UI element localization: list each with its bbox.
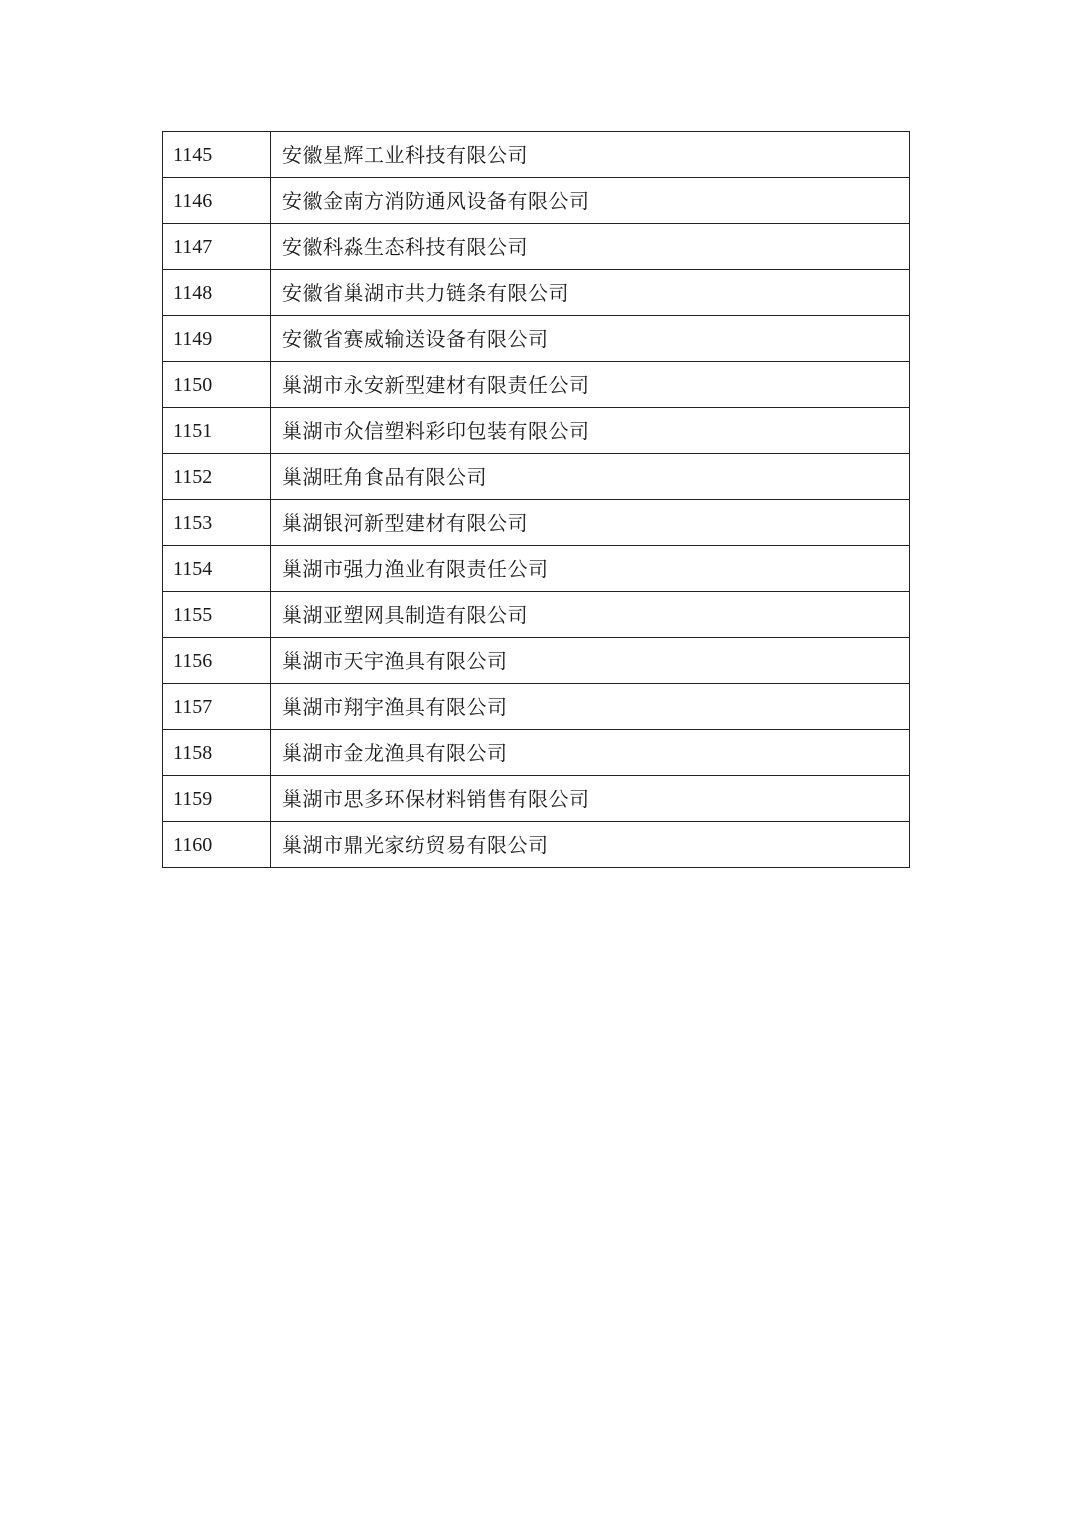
row-number: 1145 (163, 132, 271, 178)
table-row (163, 224, 910, 270)
row-number: 1147 (163, 224, 271, 270)
row-number: 1151 (163, 408, 271, 454)
table-row (163, 132, 910, 178)
row-number: 1152 (163, 454, 271, 500)
company-name: 巢湖旺角食品有限公司 (271, 454, 910, 500)
company-name: 安徽省巢湖市共力链条有限公司 (271, 270, 910, 316)
company-name: 巢湖亚塑网具制造有限公司 (271, 592, 910, 638)
table-row (163, 684, 910, 730)
table-row (163, 316, 910, 362)
table-row (163, 546, 910, 592)
company-name: 安徽省赛威输送设备有限公司 (271, 316, 910, 362)
company-name: 巢湖市强力渔业有限责任公司 (271, 546, 910, 592)
company-name: 巢湖市金龙渔具有限公司 (271, 730, 910, 776)
row-number: 1154 (163, 546, 271, 592)
company-name: 巢湖市思多环保材料销售有限公司 (271, 776, 910, 822)
row-number: 1149 (163, 316, 271, 362)
company-list-table (162, 131, 910, 868)
row-number: 1148 (163, 270, 271, 316)
table-row (163, 592, 910, 638)
table-row (163, 822, 910, 868)
row-number: 1153 (163, 500, 271, 546)
row-number: 1146 (163, 178, 271, 224)
company-name: 巢湖市众信塑料彩印包装有限公司 (271, 408, 910, 454)
company-name: 巢湖市鼎光家纺贸易有限公司 (271, 822, 910, 868)
row-number: 1159 (163, 776, 271, 822)
table-row (163, 454, 910, 500)
table-row (163, 638, 910, 684)
company-list-body (163, 132, 910, 868)
row-number: 1157 (163, 684, 271, 730)
table-row (163, 408, 910, 454)
company-name: 巢湖市翔宇渔具有限公司 (271, 684, 910, 730)
row-number: 1150 (163, 362, 271, 408)
company-name: 巢湖市天宇渔具有限公司 (271, 638, 910, 684)
table-row (163, 270, 910, 316)
company-name: 巢湖银河新型建材有限公司 (271, 500, 910, 546)
company-name: 安徽科淼生态科技有限公司 (271, 224, 910, 270)
table-row (163, 730, 910, 776)
table-row (163, 178, 910, 224)
table-row (163, 776, 910, 822)
company-name: 巢湖市永安新型建材有限责任公司 (271, 362, 910, 408)
company-name: 安徽金南方消防通风设备有限公司 (271, 178, 910, 224)
row-number: 1156 (163, 638, 271, 684)
row-number: 1160 (163, 822, 271, 868)
row-number: 1155 (163, 592, 271, 638)
table-row (163, 362, 910, 408)
table-row (163, 500, 910, 546)
company-name: 安徽星辉工业科技有限公司 (271, 132, 910, 178)
row-number: 1158 (163, 730, 271, 776)
